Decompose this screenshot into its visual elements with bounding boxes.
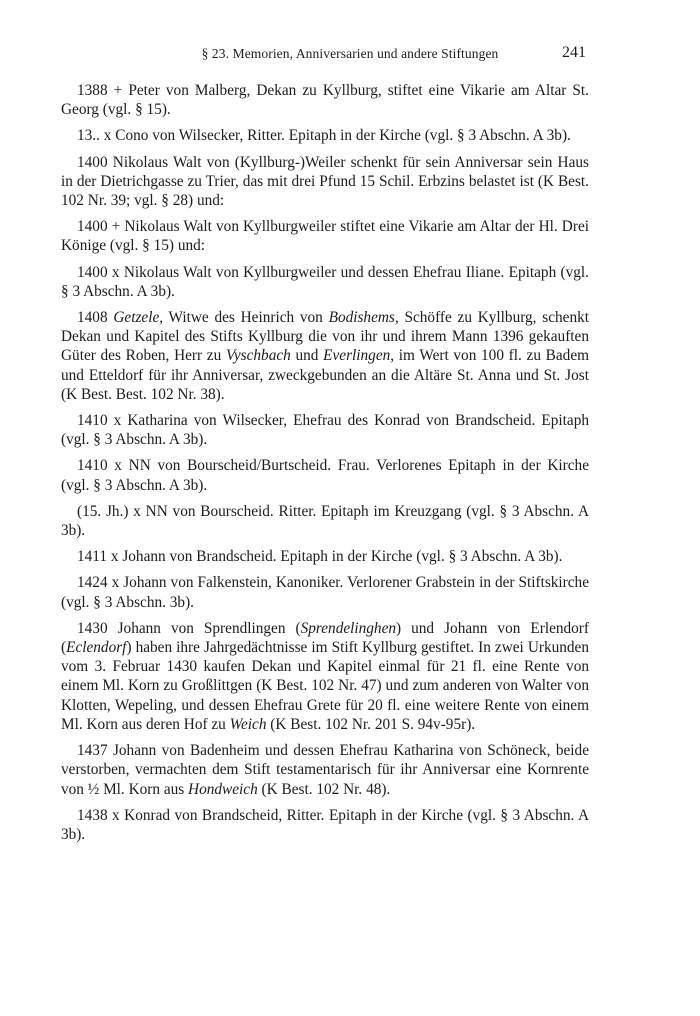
entry-paragraph: 1438 x Konrad von Brandscheid, Ritter. Epitaph in der Kirche (vgl. § 3 Abschn. A 3b). [61, 806, 589, 843]
entry-paragraph: (15. Jh.) x NN von Bourscheid. Ritter. Epitaph im Kreuzgang (vgl. § 3 Abschn. A 3b). [61, 502, 589, 540]
page-number: 241 [562, 44, 586, 61]
entry-paragraph: 1400 x Nikolaus Walt von Kyllburgweiler und dessen Ehefrau Iliane. Epitaph (vgl. § 3 Abschn. A 3b). [61, 263, 589, 300]
entry-paragraph: 1408 Getzele, Witwe des Heinrich von Bodishems, Schöffe zu Kyllburg, schenkt Dekan und Kapitel des Stifts Kyllburg die von ihr und ihrem Mann 1396 gekauften Güter des Roben, Herr zu Vyschbach und Everlingen, im Wert von 100 fl. zu Badem und Etteldorf für ihr Anniversar, zweckgebunden an die Altäre St. Anna und St. Jost (K Best. Best. 102 Nr. 38). [61, 309, 590, 403]
entry-paragraph: 1400 Nikolaus Walt von (Kyllburg-)Weiler schenkt für sein Anniversar sein Haus in der Dietrichgasse zu Trier, das mit drei Pfund 15 Schil. Erbzins belastet ist (K Best. 102 Nr. 39; vgl. § 28) und: [61, 153, 589, 210]
entry-paragraph: 1424 x Johann von Falkenstein, Kanoniker. Verlorener Grabstein in der Stiftskirche (vgl. § 3 Abschn. 3b). [61, 574, 589, 611]
entry-paragraph: 1388 + Peter von Malberg, Dekan zu Kyllburg, stiftet eine Vikarie am Altar St. Georg (vgl. § 15). [61, 82, 589, 119]
entry-paragraph: 1410 x NN von Bourscheid/Burtscheid. Frau. Verlorenes Epitaph in der Kirche (vgl. § 3 Abschn. A 3b). [61, 457, 589, 494]
running-head [0, 46, 700, 66]
entry-paragraph: 1437 Johann von Badenheim und dessen Ehefrau Katharina von Schöneck, beide verstorben, vermachten dem Stift testamentarisch für ihr Anniversar eine Kornrente von ½ Ml. Korn aus Hondweich (K Best. 102 Nr. 48). [61, 742, 589, 798]
entry-paragraph: 1411 x Johann von Brandscheid. Epitaph in der Kirche (vgl. § 3 Abschn. A 3b). [77, 548, 563, 566]
running-title: § 23. Memorien, Anniversarien und andere Stiftungen [201, 46, 499, 61]
entry-paragraph: 1430 Johann von Sprendlingen (Sprendelinghen) und Johann von Erlendorf (Eclendorf) haben ihre Jahrgedächtnisse im Stift Kyllburg gestiftet. In zwei Urkunden vom 3. Februar 1430 kaufen Dekan und Kapitel einmal für 21 fl. eine Rente von einem Ml. Korn zu Großlittgen (K Best. 102 Nr. 47) und zum anderen von Walter von Klotten, Wepeling, und dessen Ehefrau Grete für 20 fl. eine weitere Rente von einem Ml. Korn aus deren Hof zu Weich (K Best. 102 Nr. 201 S. 94v-95r). [61, 619, 589, 733]
body-text [61, 81, 589, 851]
entry-paragraph: 13.. x Cono von Wilsecker, Ritter. Epitaph in der Kirche (vgl. § 3 Abschn. A 3b). [77, 127, 571, 145]
entry-paragraph: 1410 x Katharina von Wilsecker, Ehefrau des Konrad von Brandscheid. Epitaph (vgl. § 3 Abschn. A 3b). [61, 412, 589, 449]
entry-paragraph: 1400 + Nikolaus Walt von Kyllburgweiler stiftet eine Vikarie am Altar der Hl. Drei Könige (vgl. § 15) und: [61, 218, 589, 255]
